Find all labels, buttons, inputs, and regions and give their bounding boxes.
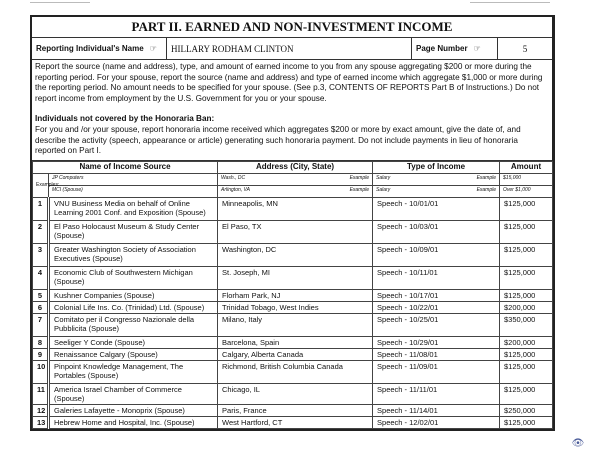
income-address: Richmond, British Columbia Canada [218, 360, 373, 383]
table-row [33, 416, 553, 428]
example-amount: Over $1,000 [500, 185, 553, 197]
examples-label: Examples: [33, 173, 49, 197]
example-row [33, 173, 553, 185]
income-address: West Hartford, CT [218, 416, 373, 428]
scan-artifact [470, 2, 550, 3]
income-address: Milano, Italy [218, 313, 373, 336]
table-row [33, 383, 553, 404]
example-type: Salary [376, 186, 391, 193]
income-amount: $200,000 [500, 336, 553, 348]
income-address: El Paso, TX [218, 220, 373, 243]
income-source: Galeries Lafayette - Monoprix (Spouse) [49, 404, 218, 416]
income-amount: $125,000 [500, 220, 553, 243]
income-type: Speech - 11/14/01 [373, 404, 500, 416]
income-type: Speech - 11/09/01 [373, 360, 500, 383]
income-address: Paris, France [218, 404, 373, 416]
pointing-hand-icon: ☞ [473, 44, 481, 53]
income-address: Calgary, Alberta Canada [218, 348, 373, 360]
table-row [33, 220, 553, 243]
income-amount: $125,000 [500, 360, 553, 383]
income-amount: $125,000 [500, 289, 553, 301]
instructions-text: Report the source (name and address), type, and amount of earned income to you from any spouse aggregating $200 or more during the reporting period. For your spouse, report the source (name and address) and type of earned income which aggregate $1,000 or more during the reporting period. No amount needs to be specified for your spouse. (See p.3, CONTENTS OF REPORTS Part B of Instructions.) Do not report income from employment by the U.S. Government for you or your spouse. [35, 62, 543, 103]
example-source: MCI (Spouse) [49, 185, 218, 197]
row-number: 13 [33, 416, 49, 428]
table-row [33, 289, 553, 301]
example-address: Arlington, VA [221, 186, 250, 193]
table-row [33, 313, 553, 336]
income-amount: $250,000 [500, 404, 553, 416]
income-source: Economic Club of Southwestern Michigan (Spouse) [49, 266, 218, 289]
table-row [33, 266, 553, 289]
example-tag: Example [476, 174, 497, 181]
instructions [32, 60, 552, 161]
income-source: America Israel Chamber of Commerce (Spouse) [49, 383, 218, 404]
income-address: Trinidad Tobago, West Indies [218, 301, 373, 313]
income-type: Speech - 10/11/01 [373, 266, 500, 289]
income-source: Colonial Life Ins. Co. (Trinidad) Ltd. (Spouse) [49, 301, 218, 313]
income-type: Speech - 10/25/01 [373, 313, 500, 336]
income-amount: $125,000 [500, 197, 553, 220]
income-source: Kushner Companies (Spouse) [49, 289, 218, 301]
table-row [33, 404, 553, 416]
col-header-amount: Amount [500, 161, 553, 173]
income-type: Speech - 10/22/01 [373, 301, 500, 313]
example-amount: $15,000 [500, 173, 553, 185]
income-source: Pinpoint Knowledge Management, The Portables (Spouse) [49, 360, 218, 383]
example-tag: Example [476, 186, 497, 193]
row-number: 6 [33, 301, 49, 313]
income-source: VNU Business Media on behalf of Online Learning 2001 Conf. and Exposition (Spouse) [49, 197, 218, 220]
income-table [32, 161, 553, 429]
income-amount: $200,000 [500, 301, 553, 313]
table-row [33, 197, 553, 220]
income-amount: $125,000 [500, 416, 553, 428]
income-type: Speech - 10/17/01 [373, 289, 500, 301]
example-tag: Example [349, 174, 370, 181]
income-type: Speech - 12/02/01 [373, 416, 500, 428]
row-number: 4 [33, 266, 49, 289]
honoraria-text: For you and /or your spouse, report honoraria income received which aggregates $200 or more by exact amount, give the date of, and describe the activity (speech, appearance or article) generating such honoraria payment. Do not include payments in lieu of honoraria reported on Part I. [35, 124, 521, 156]
income-type: Speech - 11/08/01 [373, 348, 500, 360]
page-number-value: 5 [522, 43, 528, 54]
income-amount: $350,000 [500, 313, 553, 336]
col-header-address: Address (City, State) [218, 161, 373, 173]
col-header-source: Name of Income Source [33, 161, 218, 173]
table-row [33, 360, 553, 383]
row-number: 5 [33, 289, 49, 301]
table-row [33, 348, 553, 360]
income-source: Seeliger Y Conde (Spouse) [49, 336, 218, 348]
scan-artifact [30, 2, 90, 3]
reporting-name-label: Reporting Individual's Name [36, 44, 144, 53]
income-amount: $125,000 [500, 243, 553, 266]
income-address: Florham Park, NJ [218, 289, 373, 301]
pointing-hand-icon: ☞ [149, 44, 157, 53]
page-number-label: Page Number [416, 44, 468, 53]
income-source: El Paso Holocaust Museum & Study Center (Spouse) [49, 220, 218, 243]
reporting-name-value: HILLARY RODHAM CLINTON [167, 38, 412, 59]
reporting-row [32, 38, 552, 60]
row-number: 3 [33, 243, 49, 266]
income-source: Renaissance Calgary (Spouse) [49, 348, 218, 360]
income-type: Speech - 11/11/01 [373, 383, 500, 404]
income-source: Hebrew Home and Hospital, Inc. (Spouse) [49, 416, 218, 428]
income-source: Greater Washington Society of Association Executives (Spouse) [49, 243, 218, 266]
example-address: Wash., DC [221, 174, 246, 181]
row-number: 9 [33, 348, 49, 360]
col-header-type: Type of Income [373, 161, 500, 173]
income-address: Chicago, IL [218, 383, 373, 404]
income-type: Speech - 10/03/01 [373, 220, 500, 243]
eye-watermark-icon: 👁 [571, 438, 585, 449]
example-tag: Example [349, 186, 370, 193]
example-source: JP Computers [49, 173, 218, 185]
table-row [33, 336, 553, 348]
row-number: 2 [33, 220, 49, 243]
income-form [30, 15, 555, 431]
income-address: Minneapolis, MN [218, 197, 373, 220]
income-type: Speech - 10/29/01 [373, 336, 500, 348]
row-number: 10 [33, 360, 49, 383]
table-row [33, 301, 553, 313]
table-row [33, 243, 553, 266]
income-amount: $125,000 [500, 383, 553, 404]
income-address: Barcelona, Spain [218, 336, 373, 348]
example-type: Salary [376, 174, 391, 181]
row-number: 7 [33, 313, 49, 336]
income-type: Speech - 10/01/01 [373, 197, 500, 220]
row-number: 12 [33, 404, 49, 416]
income-source: Comitato per il Congresso Nazionale della Pubblicita (Spouse) [49, 313, 218, 336]
honoraria-heading: Individuals not covered by the Honoraria Ban: [35, 114, 215, 124]
income-amount: $125,000 [500, 348, 553, 360]
income-type: Speech - 10/09/01 [373, 243, 500, 266]
form-title: PART II. EARNED AND NON-INVESTMENT INCOME [32, 17, 552, 38]
row-number: 11 [33, 383, 49, 404]
income-amount: $125,000 [500, 266, 553, 289]
example-row [33, 185, 553, 197]
row-number: 1 [33, 197, 49, 220]
income-address: St. Joseph, MI [218, 266, 373, 289]
row-number: 8 [33, 336, 49, 348]
income-address: Washington, DC [218, 243, 373, 266]
